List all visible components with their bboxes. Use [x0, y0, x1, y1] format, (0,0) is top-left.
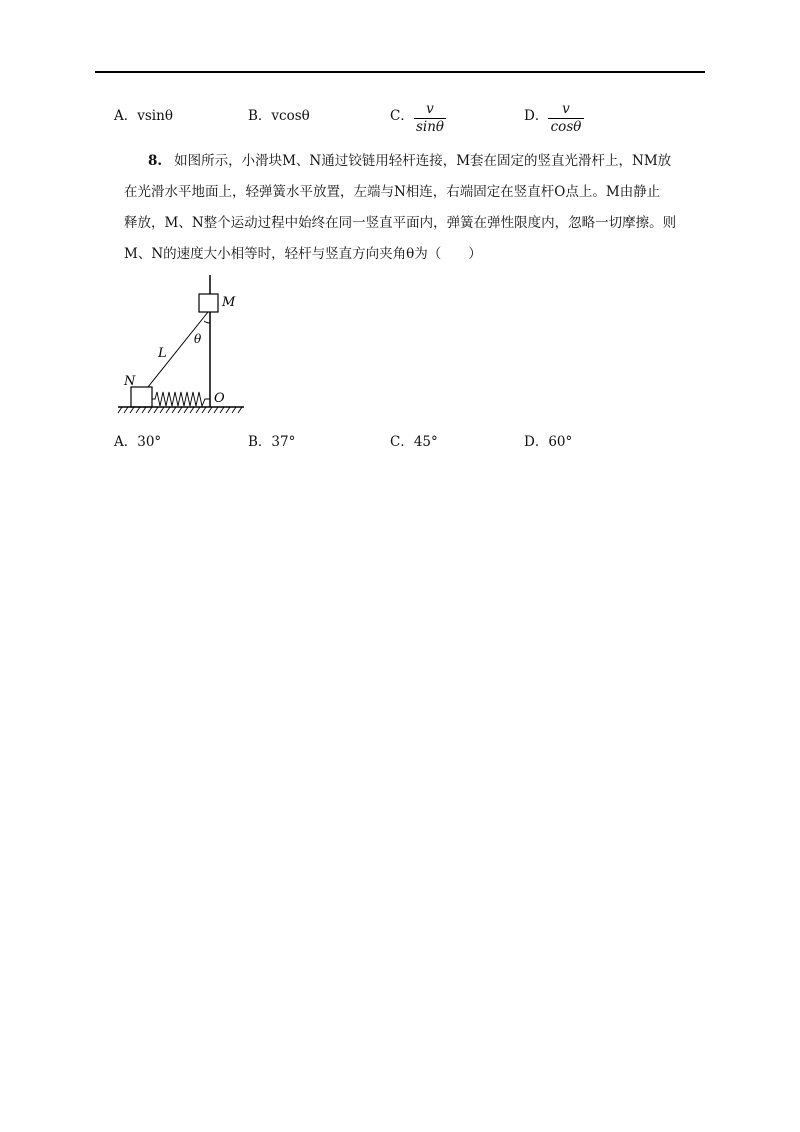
q7-option-c[interactable]	[390, 108, 414, 124]
label-l: L	[158, 346, 167, 361]
q8-option-b[interactable]	[248, 434, 295, 450]
ground-hatching	[118, 407, 242, 413]
rod-l	[148, 312, 208, 387]
q8-option-d-text: 60°	[548, 434, 573, 450]
q8-line-1	[148, 152, 671, 170]
q8-line-2: 在光滑水平地面上，轻弹簧水平放置，左端与N相连，右端固定在竖直杆O点上。M由静止	[124, 184, 661, 200]
q8-option-a-text: 30°	[137, 434, 162, 450]
q8-line-3: 释放，M、N整个运动过程中始终在同一竖直平面内，弹簧在弹性限度内，忽略一切摩擦。则	[124, 215, 677, 231]
q8-option-c[interactable]	[390, 434, 438, 450]
q7-option-b-letter: B．	[248, 108, 272, 124]
spring	[152, 392, 210, 406]
q8-option-c-text: 45°	[413, 434, 438, 450]
q8-line-4: M、N的速度大小相等时，轻杆与竖直方向夹角θ为（ ）	[124, 246, 482, 262]
q8-number: 8.	[148, 153, 163, 169]
q7-option-a-text: vsinθ	[137, 108, 173, 124]
q7-option-c-denominator: sinθ	[415, 119, 445, 135]
block-m	[199, 294, 218, 312]
q8-option-c-letter: C．	[390, 434, 414, 450]
q7-option-d-denominator: cosθ	[550, 119, 582, 135]
q7-option-c-numerator: v	[426, 101, 434, 117]
label-o: O	[214, 391, 225, 406]
q7-option-a[interactable]	[114, 108, 173, 124]
angle-arc	[204, 321, 210, 323]
q8-line-1-text: 如图所示，小滑块M、N通过铰链用轻杆连接，M套在固定的竖直光滑杆上，NM放	[174, 153, 672, 169]
block-n	[131, 387, 152, 407]
q7-option-b[interactable]	[248, 108, 310, 124]
q7-option-a-letter: A．	[114, 108, 138, 124]
q8-option-d[interactable]	[524, 434, 572, 450]
q7-option-b-text: vcosθ	[271, 108, 310, 124]
q7-option-d-numerator: v	[562, 101, 570, 117]
header-rule	[95, 71, 705, 73]
q8-figure	[110, 275, 260, 420]
q7-option-c-letter: C．	[390, 108, 414, 124]
q8-option-a-letter: A．	[114, 434, 138, 450]
q8-option-d-letter: D．	[524, 434, 549, 450]
label-n: N	[124, 374, 136, 389]
q7-option-d-letter: D．	[524, 108, 549, 124]
label-m: M	[222, 295, 236, 310]
q8-option-b-text: 37°	[271, 434, 296, 450]
q7-option-d[interactable]	[524, 108, 548, 124]
label-theta: θ	[194, 332, 202, 346]
q8-option-b-letter: B．	[248, 434, 272, 450]
q8-option-a[interactable]	[114, 434, 161, 450]
